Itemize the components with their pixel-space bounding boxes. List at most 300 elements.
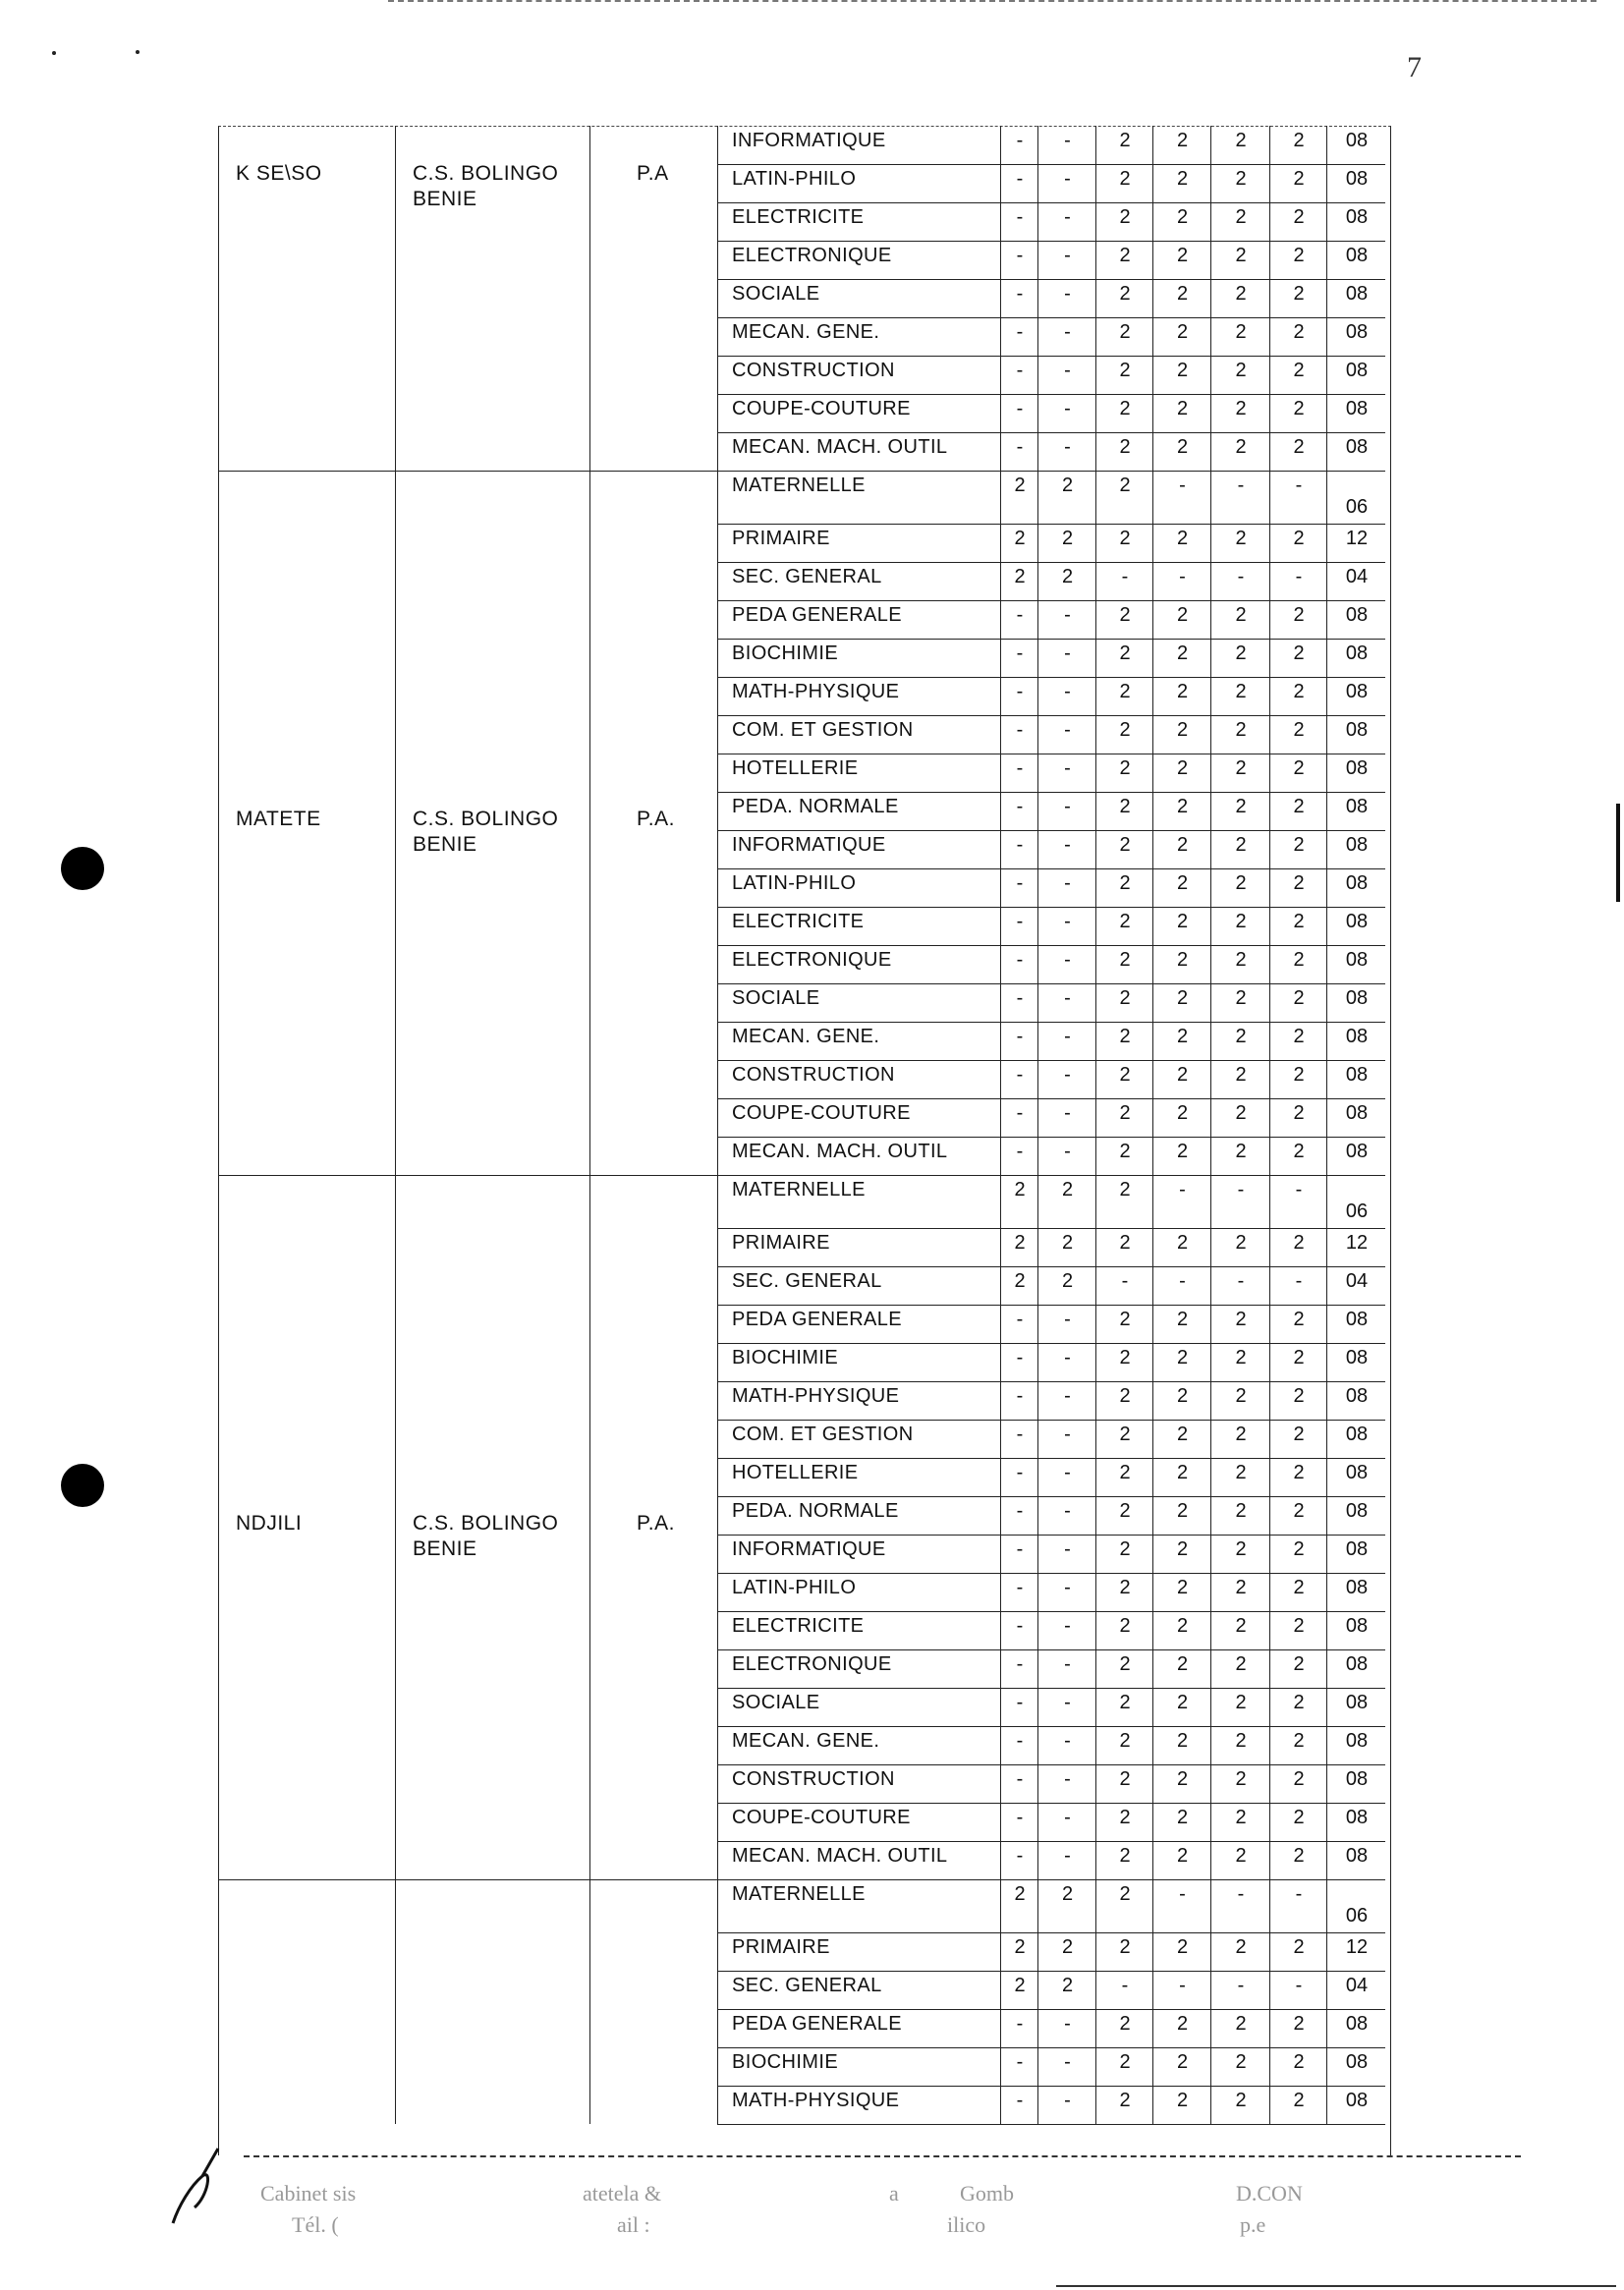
- value-cell: [1095, 1688, 1153, 1726]
- value-cell: [1095, 1764, 1153, 1803]
- level-value: 2: [1176, 436, 1189, 458]
- level-value: 2: [1235, 1692, 1247, 1713]
- value-cell: [1152, 1458, 1211, 1496]
- scan-speck: [52, 51, 56, 55]
- section-name: ELECTRICITE: [732, 911, 865, 932]
- level-value: 2: [1176, 987, 1189, 1009]
- table-row: [717, 754, 1385, 793]
- level-value: 2: [1176, 911, 1189, 932]
- value-cell: [1037, 356, 1096, 394]
- level-value: 2: [1176, 1615, 1189, 1637]
- table-row: [717, 202, 1385, 242]
- level-value: 2: [1293, 1385, 1305, 1407]
- section-cell: [717, 1649, 1015, 1688]
- row-total: 08: [1345, 360, 1369, 381]
- value-cell: [1000, 432, 1038, 471]
- value-cell: [1000, 1879, 1038, 1932]
- value-cell: [1269, 1098, 1327, 1137]
- level-value: 2: [1293, 1102, 1305, 1124]
- table-row: [717, 1649, 1385, 1689]
- section-name: COUPE-COUTURE: [732, 398, 911, 419]
- value-cell: [1037, 1381, 1096, 1420]
- value-cell: [1037, 2047, 1096, 2086]
- value-cell: [1269, 1971, 1327, 2009]
- table-row: [717, 2086, 1385, 2125]
- value-cell: [1037, 715, 1096, 754]
- level-value: 2: [1235, 283, 1247, 305]
- level-value: -: [1064, 206, 1071, 228]
- level-value: 2: [1176, 321, 1189, 343]
- level-value: -: [1064, 1538, 1071, 1560]
- section-cell: [717, 164, 1015, 202]
- level-value: 2: [1014, 1975, 1026, 1996]
- value-cell: [1269, 562, 1327, 600]
- table-row: [717, 471, 1385, 525]
- level-value: 2: [1119, 206, 1131, 228]
- row-total: 08: [1345, 2090, 1369, 2111]
- section-cell: [717, 1060, 1015, 1098]
- section-name: BIOCHIMIE: [732, 642, 839, 664]
- level-value: 2: [1293, 2051, 1305, 2073]
- level-value: 2: [1293, 2090, 1305, 2111]
- level-value: 2: [1119, 130, 1131, 151]
- row-total: 08: [1345, 681, 1369, 702]
- value-cell: [1326, 1381, 1386, 1420]
- value-cell: [1095, 639, 1153, 677]
- value-cell: [1210, 677, 1270, 715]
- value-cell: [1095, 1971, 1153, 2009]
- section-name: COUPE-COUTURE: [732, 1807, 911, 1828]
- footer-fragment: p.e: [1240, 2212, 1266, 2237]
- value-cell: [1326, 1879, 1386, 1932]
- value-cell: [1269, 1535, 1327, 1573]
- level-value: 2: [1176, 949, 1189, 971]
- value-cell: [1326, 1022, 1386, 1060]
- value-cell: [1210, 983, 1270, 1022]
- value-cell: [1152, 1535, 1211, 1573]
- section-cell: [717, 356, 1015, 394]
- level-value: 2: [1061, 528, 1074, 549]
- value-cell: [1095, 1611, 1153, 1649]
- section-name: PEDA GENERALE: [732, 2013, 903, 2035]
- table-row: [717, 1971, 1385, 2010]
- value-cell: [1210, 1305, 1270, 1343]
- level-value: -: [1064, 1141, 1071, 1162]
- level-value: 2: [1235, 130, 1247, 151]
- level-value: 2: [1119, 360, 1131, 381]
- section-cell: [717, 1803, 1015, 1841]
- table-row: [717, 1688, 1385, 1727]
- value-cell: [1000, 1932, 1038, 1971]
- row-total: 08: [1345, 1309, 1369, 1330]
- value-cell: [1326, 1726, 1386, 1764]
- section-name: BIOCHIMIE: [732, 1347, 839, 1368]
- value-cell: [1037, 830, 1096, 868]
- value-cell: [1000, 471, 1038, 524]
- level-value: -: [1064, 1424, 1071, 1445]
- level-value: 2: [1176, 834, 1189, 856]
- section-name: CONSTRUCTION: [732, 1064, 895, 1086]
- section-cell: [717, 1573, 1015, 1611]
- value-cell: [1095, 1266, 1153, 1305]
- section-cell: [717, 1137, 1015, 1175]
- level-value: -: [1237, 566, 1245, 587]
- section-cell: [717, 600, 1015, 639]
- value-cell: [1152, 279, 1211, 317]
- level-value: -: [1064, 1615, 1071, 1637]
- level-value: 2: [1235, 719, 1247, 741]
- row-total: 12: [1345, 1232, 1369, 1254]
- value-cell: [1269, 715, 1327, 754]
- level-value: 2: [1119, 796, 1131, 817]
- level-value: 2: [1119, 436, 1131, 458]
- level-value: 2: [1061, 1232, 1074, 1254]
- value-cell: [1000, 1175, 1038, 1228]
- table-row: [717, 394, 1385, 433]
- level-value: 2: [1235, 911, 1247, 932]
- level-value: -: [1016, 283, 1024, 305]
- value-cell: [1152, 1496, 1211, 1535]
- value-cell: [1152, 1060, 1211, 1098]
- value-cell: [1037, 524, 1096, 562]
- level-value: -: [1016, 1500, 1024, 1522]
- table-row: [717, 126, 1385, 165]
- section-name: SOCIALE: [732, 987, 820, 1009]
- level-value: 2: [1119, 2013, 1131, 2035]
- value-cell: [1326, 1688, 1386, 1726]
- value-cell: [1095, 1573, 1153, 1611]
- level-value: -: [1295, 1179, 1303, 1201]
- value-cell: [1152, 2047, 1211, 2086]
- value-cell: [1037, 945, 1096, 983]
- value-cell: [1269, 1458, 1327, 1496]
- section-cell: [717, 2086, 1015, 2124]
- level-value: 2: [1235, 796, 1247, 817]
- value-cell: [1095, 317, 1153, 356]
- value-cell: [1000, 1649, 1038, 1688]
- level-value: 2: [1176, 1936, 1189, 1958]
- value-cell: [1210, 1841, 1270, 1879]
- value-cell: [1152, 2086, 1211, 2124]
- level-value: 2: [1235, 321, 1247, 343]
- value-cell: [1152, 907, 1211, 945]
- value-cell: [1210, 1803, 1270, 1841]
- value-cell: [1326, 471, 1386, 524]
- table-row: [717, 432, 1385, 472]
- table-row: [717, 1841, 1385, 1880]
- level-value: 2: [1235, 987, 1247, 1009]
- commune-label: K SE\SO: [236, 162, 322, 185]
- value-cell: [1000, 1726, 1038, 1764]
- section-cell: [717, 1458, 1015, 1496]
- row-total: 08: [1345, 2013, 1369, 2035]
- value-cell: [1210, 317, 1270, 356]
- level-value: 2: [1119, 1026, 1131, 1047]
- level-value: 2: [1235, 604, 1247, 626]
- level-value: 2: [1293, 398, 1305, 419]
- level-value: 2: [1119, 1309, 1131, 1330]
- regime-label: P.A: [637, 162, 669, 185]
- value-cell: [1210, 754, 1270, 792]
- table-row: [717, 830, 1385, 869]
- value-cell: [1269, 1343, 1327, 1381]
- value-cell: [1000, 2086, 1038, 2124]
- level-value: -: [1121, 1975, 1129, 1996]
- section-name: MECAN. MACH. OUTIL: [732, 436, 948, 458]
- level-value: -: [1295, 566, 1303, 587]
- level-value: 2: [1235, 1385, 1247, 1407]
- row-total: 08: [1345, 872, 1369, 894]
- table-row: [717, 1611, 1385, 1650]
- level-value: -: [1121, 1270, 1129, 1292]
- level-value: 2: [1061, 1975, 1074, 1996]
- row-total: 06: [1345, 1905, 1369, 1927]
- row-total: 08: [1345, 2051, 1369, 2073]
- level-value: -: [1064, 1692, 1071, 1713]
- row-total: 12: [1345, 1936, 1369, 1958]
- table-row: [717, 1932, 1385, 1972]
- value-cell: [1326, 1228, 1386, 1266]
- value-cell: [1000, 1343, 1038, 1381]
- value-cell: [1095, 754, 1153, 792]
- level-value: 2: [1293, 1653, 1305, 1675]
- level-value: 2: [1119, 1064, 1131, 1086]
- footer-fragment: a: [889, 2181, 899, 2206]
- section-name: PRIMAIRE: [732, 1936, 830, 1958]
- value-cell: [1210, 394, 1270, 432]
- level-value: 2: [1293, 1026, 1305, 1047]
- level-value: -: [1295, 475, 1303, 496]
- value-cell: [1269, 241, 1327, 279]
- value-cell: [1210, 1266, 1270, 1305]
- value-cell: [1326, 1496, 1386, 1535]
- value-cell: [1037, 279, 1096, 317]
- level-value: 2: [1235, 757, 1247, 779]
- level-value: 2: [1176, 130, 1189, 151]
- row-total: 08: [1345, 436, 1369, 458]
- level-value: -: [1064, 130, 1071, 151]
- value-cell: [1095, 1879, 1153, 1932]
- value-cell: [1326, 1305, 1386, 1343]
- level-value: -: [1064, 719, 1071, 741]
- level-value: 2: [1293, 949, 1305, 971]
- level-value: 2: [1235, 1102, 1247, 1124]
- value-cell: [1269, 1137, 1327, 1175]
- section-name: COM. ET GESTION: [732, 719, 914, 741]
- row-total: 08: [1345, 1577, 1369, 1598]
- value-cell: [1037, 1420, 1096, 1458]
- section-name: MATH-PHYSIQUE: [732, 2090, 900, 2111]
- section-name: PEDA. NORMALE: [732, 796, 899, 817]
- value-cell: [1095, 868, 1153, 907]
- section-cell: [717, 1175, 1015, 1228]
- value-cell: [1210, 1496, 1270, 1535]
- value-cell: [1210, 471, 1270, 524]
- school-label: C.S. BOLINGO BENIE: [413, 807, 559, 856]
- level-value: 2: [1119, 1577, 1131, 1598]
- value-cell: [1210, 1137, 1270, 1175]
- level-value: -: [1064, 1462, 1071, 1483]
- value-cell: [1095, 2047, 1153, 2086]
- level-value: -: [1064, 436, 1071, 458]
- section-cell: [717, 1879, 1015, 1932]
- level-value: 2: [1293, 642, 1305, 664]
- section-cell: [717, 1764, 1015, 1803]
- value-cell: [1037, 600, 1096, 639]
- section-cell: [717, 830, 1015, 868]
- value-cell: [1269, 945, 1327, 983]
- level-value: 2: [1119, 911, 1131, 932]
- row-total: 08: [1345, 1064, 1369, 1086]
- level-value: 2: [1235, 1026, 1247, 1047]
- row-total: 08: [1345, 1141, 1369, 1162]
- value-cell: [1037, 2086, 1096, 2124]
- value-cell: [1095, 1458, 1153, 1496]
- value-cell: [1000, 639, 1038, 677]
- level-value: 2: [1235, 528, 1247, 549]
- section-cell: [717, 126, 1015, 164]
- value-cell: [1000, 1573, 1038, 1611]
- level-value: 2: [1293, 1462, 1305, 1483]
- section-name: COM. ET GESTION: [732, 1424, 914, 1445]
- section-cell: [717, 394, 1015, 432]
- section-name: ELECTRONIQUE: [732, 245, 892, 266]
- value-cell: [1326, 356, 1386, 394]
- level-value: 2: [1119, 1936, 1131, 1958]
- level-value: 2: [1235, 1424, 1247, 1445]
- section-cell: [717, 1932, 1015, 1971]
- section-cell: [717, 754, 1015, 792]
- level-value: -: [1237, 1883, 1245, 1905]
- level-value: -: [1016, 168, 1024, 190]
- value-cell: [1326, 1764, 1386, 1803]
- value-cell: [1152, 1879, 1211, 1932]
- value-cell: [1269, 830, 1327, 868]
- row-total: 08: [1345, 1026, 1369, 1047]
- value-cell: [1095, 2086, 1153, 2124]
- value-cell: [1326, 1573, 1386, 1611]
- level-value: 2: [1235, 681, 1247, 702]
- value-cell: [1326, 1060, 1386, 1098]
- level-value: -: [1064, 1500, 1071, 1522]
- value-cell: [1326, 715, 1386, 754]
- section-name: ELECTRONIQUE: [732, 949, 892, 971]
- value-cell: [1326, 754, 1386, 792]
- level-value: 2: [1176, 757, 1189, 779]
- value-cell: [1037, 2009, 1096, 2047]
- level-value: -: [1064, 1807, 1071, 1828]
- value-cell: [1152, 471, 1211, 524]
- value-cell: [1037, 1228, 1096, 1266]
- value-cell: [1000, 1060, 1038, 1098]
- level-value: 2: [1235, 1538, 1247, 1560]
- section-cell: [717, 945, 1015, 983]
- group-divider: [218, 1879, 717, 1880]
- section-name: MECAN. MACH. OUTIL: [732, 1845, 948, 1867]
- level-value: 2: [1176, 1347, 1189, 1368]
- level-value: -: [1064, 245, 1071, 266]
- level-value: -: [1016, 949, 1024, 971]
- level-value: 2: [1119, 1462, 1131, 1483]
- level-value: -: [1016, 796, 1024, 817]
- value-cell: [1326, 317, 1386, 356]
- level-value: 2: [1293, 1730, 1305, 1752]
- row-total: 08: [1345, 283, 1369, 305]
- section-cell: [717, 241, 1015, 279]
- value-cell: [1326, 1420, 1386, 1458]
- value-cell: [1095, 945, 1153, 983]
- value-cell: [1095, 1649, 1153, 1688]
- section-name: PRIMAIRE: [732, 1232, 830, 1254]
- value-cell: [1095, 1496, 1153, 1535]
- level-value: 2: [1176, 1462, 1189, 1483]
- value-cell: [1000, 241, 1038, 279]
- value-cell: [1152, 1420, 1211, 1458]
- value-cell: [1269, 394, 1327, 432]
- value-cell: [1210, 1932, 1270, 1971]
- value-cell: [1095, 202, 1153, 241]
- section-cell: [717, 1496, 1015, 1535]
- level-value: -: [1064, 796, 1071, 817]
- value-cell: [1095, 1305, 1153, 1343]
- section-cell: [717, 524, 1015, 562]
- table-row: [717, 356, 1385, 395]
- regime-label: P.A.: [637, 1511, 675, 1535]
- value-cell: [1037, 792, 1096, 830]
- value-cell: [1152, 1381, 1211, 1420]
- value-cell: [1210, 792, 1270, 830]
- section-name: INFORMATIQUE: [732, 834, 886, 856]
- level-value: 2: [1293, 1577, 1305, 1598]
- level-value: 2: [1014, 1270, 1026, 1292]
- regime-label: P.A.: [637, 807, 675, 830]
- level-value: -: [1016, 321, 1024, 343]
- level-value: -: [1016, 1385, 1024, 1407]
- scan-edge-mark: [1616, 804, 1620, 902]
- value-cell: [1037, 1879, 1096, 1932]
- level-value: -: [1016, 206, 1024, 228]
- level-value: 2: [1176, 796, 1189, 817]
- section-cell: [717, 1098, 1015, 1137]
- value-cell: [1095, 830, 1153, 868]
- value-cell: [1152, 432, 1211, 471]
- level-value: 2: [1293, 1538, 1305, 1560]
- level-value: 2: [1293, 1692, 1305, 1713]
- row-total: 08: [1345, 949, 1369, 971]
- value-cell: [1269, 1022, 1327, 1060]
- section-name: BIOCHIMIE: [732, 2051, 839, 2073]
- value-cell: [1037, 1458, 1096, 1496]
- value-cell: [1210, 356, 1270, 394]
- row-total: 12: [1345, 528, 1369, 549]
- level-value: -: [1016, 2013, 1024, 2035]
- footer-rule: [244, 2155, 1521, 2157]
- section-name: HOTELLERIE: [732, 757, 859, 779]
- section-cell: [717, 677, 1015, 715]
- value-cell: [1326, 126, 1386, 164]
- punch-hole: [61, 847, 104, 890]
- value-cell: [1269, 524, 1327, 562]
- level-value: 2: [1061, 1270, 1074, 1292]
- section-name: ELECTRICITE: [732, 1615, 865, 1637]
- value-cell: [1210, 1611, 1270, 1649]
- table-row: [717, 1803, 1385, 1842]
- section-name: SEC. GENERAL: [732, 566, 882, 587]
- section-cell: [717, 1726, 1015, 1764]
- level-value: -: [1064, 604, 1071, 626]
- table-row: [717, 1726, 1385, 1765]
- level-value: -: [1016, 1309, 1024, 1330]
